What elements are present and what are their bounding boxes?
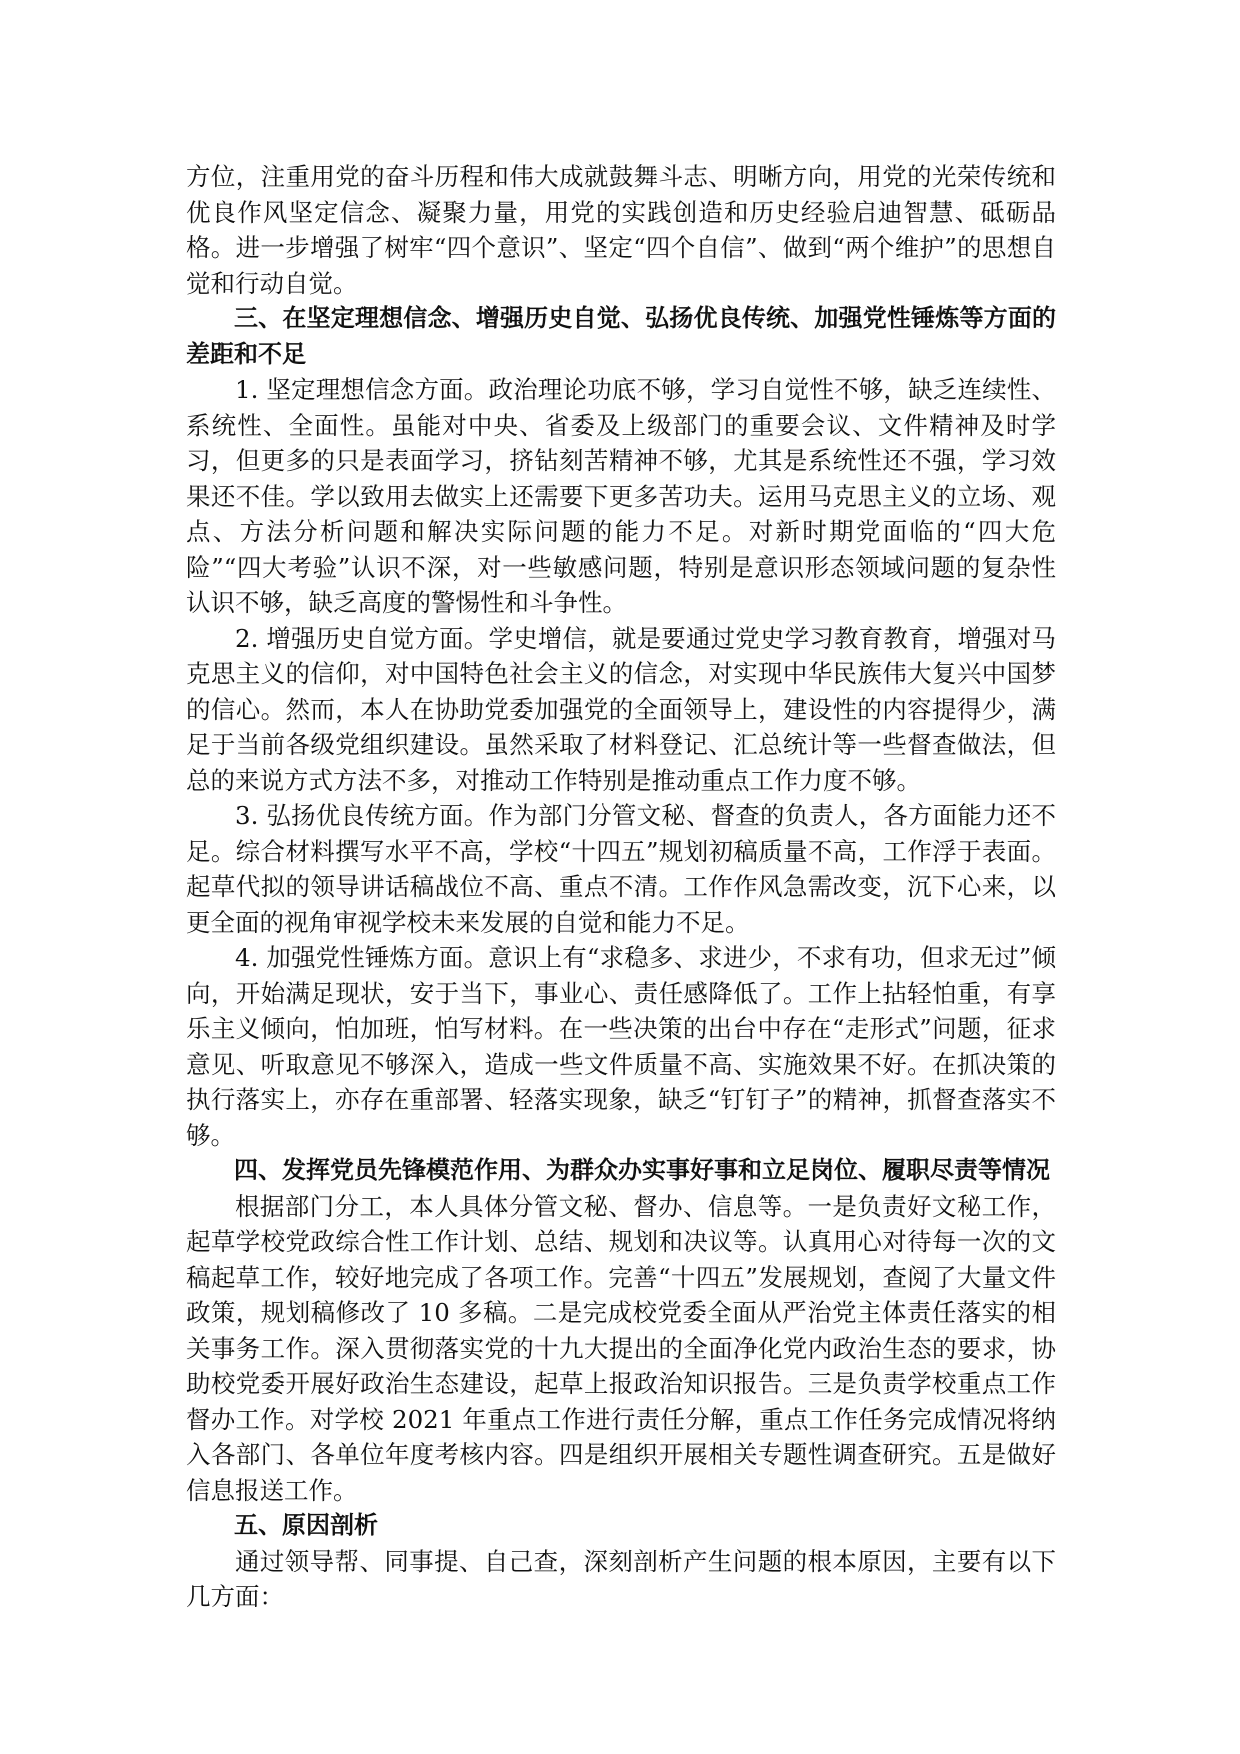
paragraph-fine-traditions: 3. 弘扬优良传统方面。作为部门分管文秘、督查的负责人，各方面能力还不足。综合材料撰写水平不高，学校“十四五”规划初稿质量不高，工作浮于表面。起草代拟的领导讲话稿战位不高、重点不清。工作作风急需改变，沉下心来，以更全面的视角审视学校未来发展的自觉和能力不足。 [186,801,1056,937]
paragraph-duties: 根据部门分工，本人具体分管文秘、督办、信息等。一是负责好文秘工作，起草学校党政综合性工作计划、总结、规划和决议等。认真用心对待每一次的文稿起草工作，较好地完成了各项工作。完善“十四五”发展规划，查阅了大量文件政策，规划稿修改了 10 多稿。二是完成校党委全面从严治党主体责任落实的相关事务工作。深入贯彻落实党的十九大提出的全面净化党内政治生态的要求，协助校党委开展好政治生态建设，起草上报政治知识报告。三是负责学校重点工作督办工作。对学校 2021 年重点工作进行责任分解，重点工作任务完成情况将纳入各部门、各单位年度考核内容。四是组织开展相关专题性调查研究。五是做好信息报送工作。 [186,1191,1056,1505]
section-heading-5: 五、原因剖析 [234,1511,378,1539]
paragraph-continued: 方位，注重用党的奋斗历程和伟大成就鼓舞斗志、明晰方向，用党的光荣传统和优良作风坚定信念、凝聚力量，用党的实践创造和历史经验启迪智慧、砥砺品格。进一步增强了树牢“四个意识”、坚定“四个自信”、做到“两个维护”的思想自觉和行动自觉。 [186,162,1056,298]
document-page [186,159,1056,1615]
paragraph-party-spirit: 4. 加强党性锤炼方面。意识上有“求稳多、求进少，不求有功，但求无过”倾向，开始满足现状，安于当下，事业心、责任感降低了。工作上拈轻怕重，有享乐主义倾向，怕加班，怕写材料。在一些决策的出台中存在“走形式”问题，征求意见、听取意见不够深入，造成一些文件质量不高、实施效果不好。在抓决策的执行落实上，亦存在重部署、轻落实现象，缺乏“钉钉子”的精神，抓督查落实不够。 [186,943,1056,1150]
paragraph-historical-awareness: 2. 增强历史自觉方面。学史增信，就是要通过党史学习教育教育，增强对马克思主义的信仰，对中国特色社会主义的信念，对实现中华民族伟大复兴中国梦的信心。然而，本人在协助党委加强党的全面领导上，建设性的内容提得少，满足于当前各级党组织建设。虽然采取了材料登记、汇总统计等一些督查做法，但总的来说方式方法不多，对推动工作特别是推动重点工作力度不够。 [186,623,1056,795]
section-heading-3: 三、在坚定理想信念、增强历史自觉、弘扬优良传统、加强党性锤炼等方面的差距和不足 [186,304,1056,368]
paragraph-ideals-beliefs: 1. 坚定理想信念方面。政治理论功底不够，学习自觉性不够，缺乏连续性、系统性、全面性。虽能对中央、省委及上级部门的重要会议、文件精神及时学习，但更多的只是表面学习，挤钻刻苦精神不够，尤其是系统性还不强，学习效果还不佳。学以致用去做实上还需要下更多苦功夫。运用马克思主义的立场、观点、方法分析问题和解决实际问题的能力不足。对新时期党面临的“四大危险”“四大考验”认识不深，对一些敏感问题，特别是意识形态领域问题的复杂性认识不够，缺乏高度的警惕性和斗争性。 [186,375,1056,617]
section-heading-4: 四、发挥党员先锋模范作用、为群众办实事好事和立足岗位、履职尽责等情况 [234,1156,1050,1184]
paragraph-cause-analysis: 通过领导帮、同事提、自己查，深刻剖析产生问题的根本原因，主要有以下几方面： [186,1546,1056,1611]
